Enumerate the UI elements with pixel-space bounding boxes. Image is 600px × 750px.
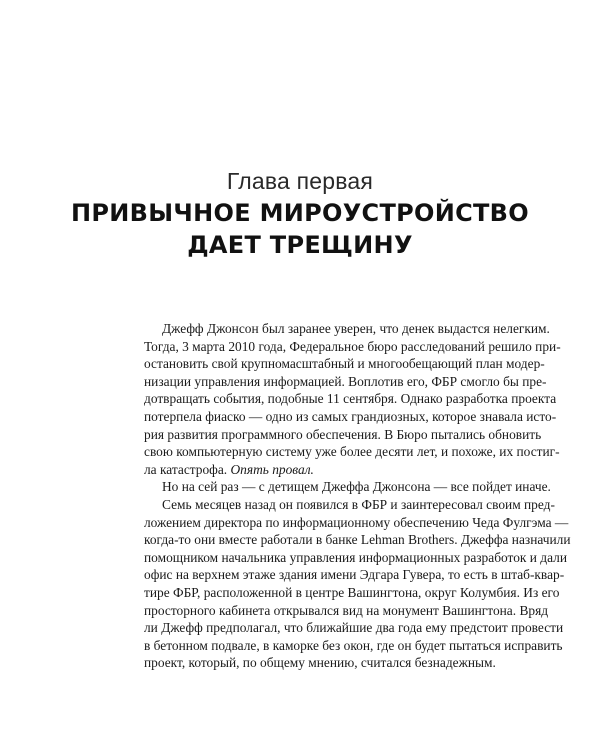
paragraph-1 — [144, 320, 561, 478]
chapter-title-line-1: ПРИВЫЧНОЕ МИРОУСТРОЙСТВО — [71, 199, 529, 227]
text-line — [144, 461, 506, 479]
text-line: рия развития программного обеспечения. В Бюро пытались обновить — [144, 426, 542, 442]
text-line: помощником начальника управления информационных разработок и дали — [144, 549, 567, 565]
text-line: когда-то они вместе работали в банке Lehman Brothers. Джеффа назначили — [144, 532, 571, 548]
text-line: Но на сей раз — с детищем Джеффа Джонсона — все пойдет иначе. — [162, 479, 551, 495]
text-line: Джефф Джонсон был заранее уверен, что денек выдастся нелегким. — [162, 321, 550, 336]
paragraph-2 — [144, 478, 551, 496]
text-line: дотвращать события, подобные 11 сентября. Однако разработка проекта — [144, 391, 557, 407]
text-line: остановить свой крупномасштабный и многообещающий план модер- — [144, 356, 545, 372]
text-line: ли Джефф предполагал, что ближайшие два года ему предстоит провести — [144, 620, 564, 636]
chapter-title-line-2: ДАЕТ ТРЕЩИНУ — [187, 231, 413, 259]
text-fragment: ла катастрофа. — [144, 461, 228, 477]
text-line: проект, который, по общему мнению, считался безнадежным. — [144, 655, 496, 671]
italic-emphasis: Опять провал. — [230, 461, 314, 477]
text-line: просторного кабинета открывался вид на монумент Вашингтона. Вряд — [144, 602, 549, 618]
chapter-label: Глава первая — [226, 168, 374, 194]
text-line: Тогда, 3 марта 2010 года, Федеральное бюро расследований решило при- — [144, 338, 561, 354]
text-line: Семь месяцев назад он появился в ФБР и заинтересовал своим пред- — [162, 496, 555, 512]
text-line: ложением директора по информационному обеспечению Чеда Фулгэма — — [144, 514, 569, 530]
chapter-title — [0, 197, 600, 261]
text-line: низации управления информацией. Воплотив его, ФБР смогло бы пре- — [144, 373, 547, 389]
body-text — [144, 320, 571, 672]
text-line: офис на верхнем этаже здания имени Эдгара Гувера, то есть в штаб-квар- — [144, 567, 565, 583]
text-line: в бетонном подвале, в каморке без окон, где он будет пытаться исправить — [144, 637, 563, 653]
text-line: тире ФБР, расположенной в центре Вашингтона, округ Колумбия. Из его — [144, 584, 560, 600]
text-line: потерпела фиаско — одно из самых грандиозных, которое знавала исто- — [144, 408, 557, 424]
paragraph-3 — [144, 496, 571, 672]
text-line: свою компьютерную систему уже более десяти лет, и похоже, их постиг- — [144, 444, 560, 460]
